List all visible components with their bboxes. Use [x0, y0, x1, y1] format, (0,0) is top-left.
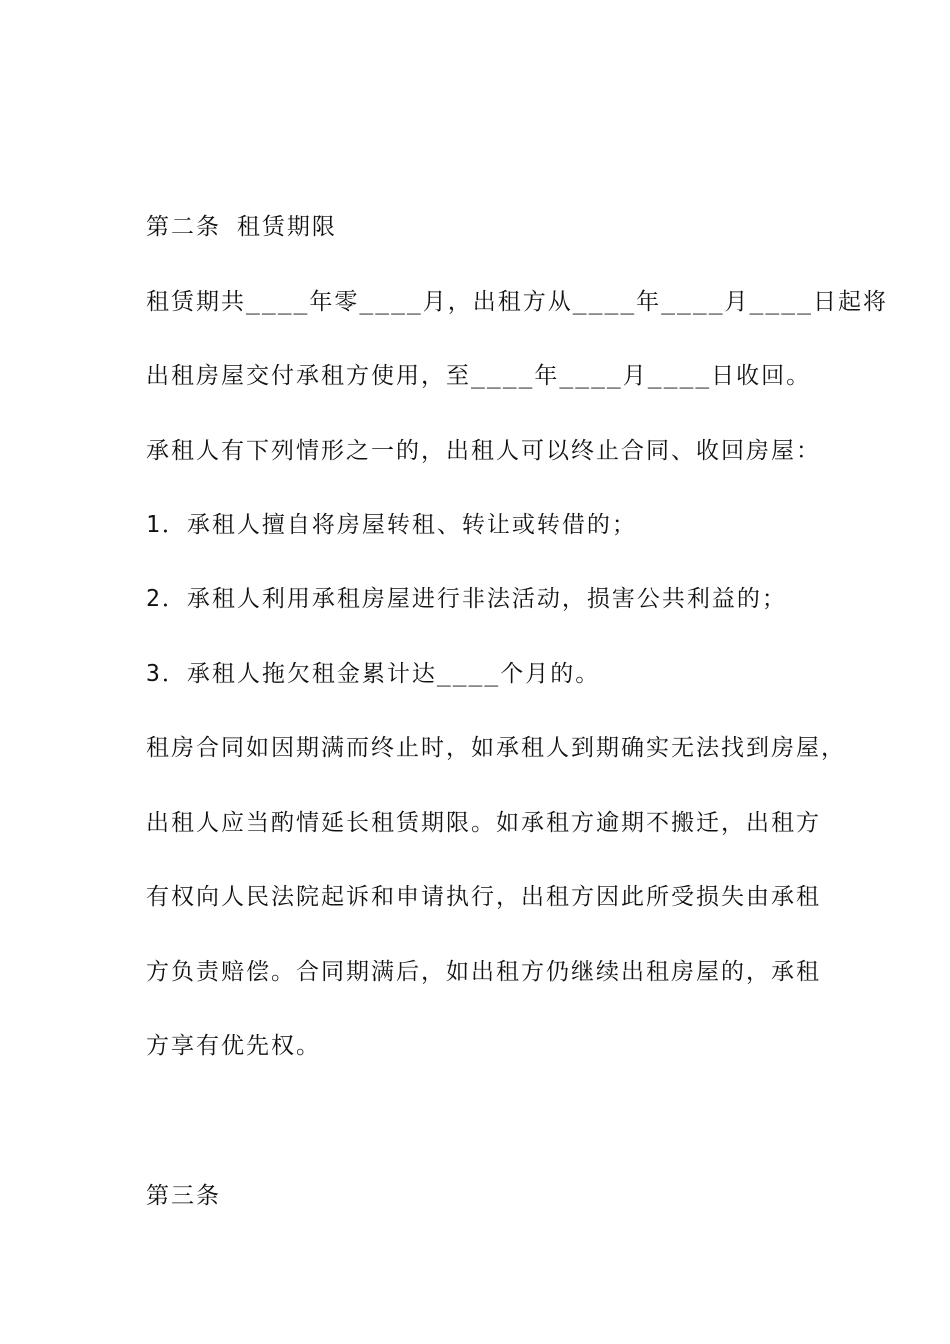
termination-intro: 承租人有下列情形之一的，出租人可以终止合同、收回房屋： [146, 438, 821, 464]
termination-item-3: 3．承租人拖欠租金累计达____个月的。 [146, 661, 601, 687]
expiry-paragraph-line-4: 方负责赔偿。合同期满后，如出租方仍继续出租房屋的，承租 [146, 959, 821, 985]
expiry-paragraph-line-5: 方享有优先权。 [146, 1033, 321, 1059]
section-heading-article-3: 第三条 [146, 1183, 221, 1209]
expiry-paragraph-line-3: 有权向人民法院起诉和申请执行，出租方因此所受损失由承租 [146, 884, 821, 910]
termination-item-2: 2．承租人利用承租房屋进行非法活动，损害公共利益的； [146, 586, 787, 612]
expiry-paragraph-line-2: 出租人应当酌情延长租赁期限。如承租方逾期不搬迁，出租方 [146, 810, 821, 836]
expiry-paragraph-line-1: 租房合同如因期满而终止时，如承租人到期确实无法找到房屋， [146, 735, 846, 761]
section-heading-article-2: 第二条 租赁期限 [146, 214, 337, 240]
termination-item-1: 1．承租人擅自将房屋转租、转让或转借的； [146, 512, 637, 538]
lease-term-line-2: 出租房屋交付承租方使用，至____年____月____日收回。 [146, 363, 812, 389]
lease-term-line-1: 租赁期共____年零____月，出租方从____年____月____日起将 [146, 289, 888, 315]
